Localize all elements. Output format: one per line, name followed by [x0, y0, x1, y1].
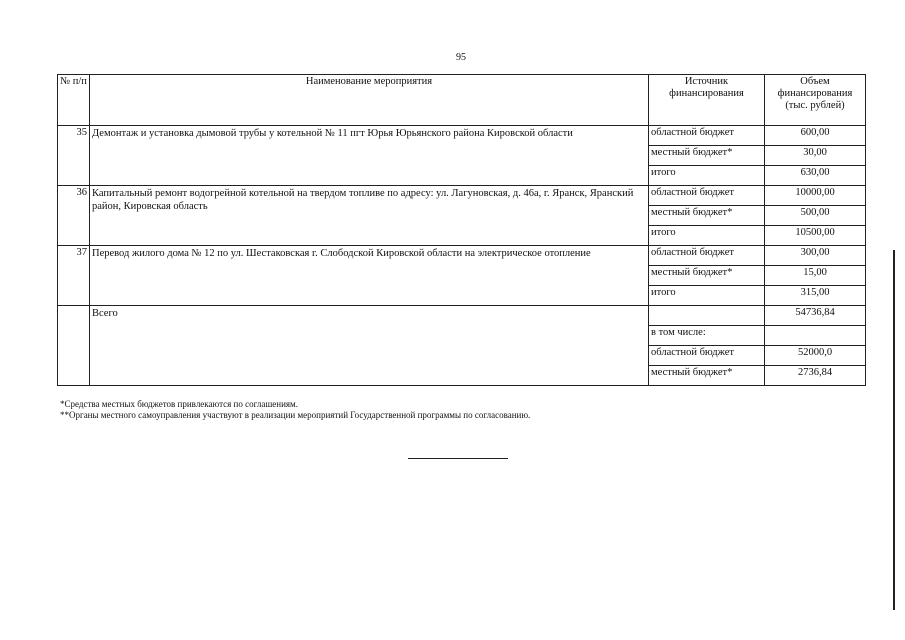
total-source: областной бюджет — [649, 346, 765, 366]
total-row — [58, 306, 866, 326]
total-source: местный бюджет* — [649, 366, 765, 386]
table-header-row — [58, 75, 866, 126]
total-value: 54736,84 — [765, 306, 866, 326]
row-name: Демонтаж и установка дымовой трубы у котельной № 11 пгт Юрья Юрьянского района Кировской области — [90, 126, 649, 186]
header-name: Наименование мероприятия — [90, 75, 649, 126]
row-value: 315,00 — [765, 286, 866, 306]
total-source-value: 52000,0 — [765, 346, 866, 366]
end-rule — [408, 458, 508, 459]
row-source: областной бюджет — [649, 246, 765, 266]
row-source: местный бюджет* — [649, 266, 765, 286]
total-source-empty — [649, 306, 765, 326]
row-value: 500,00 — [765, 206, 866, 226]
header-source: Источник финансирования — [649, 75, 765, 126]
row-source: итого — [649, 286, 765, 306]
row-number: 35 — [58, 126, 90, 186]
table-row — [58, 246, 866, 266]
funding-table — [57, 74, 866, 386]
row-value: 630,00 — [765, 166, 866, 186]
total-source-value: 2736,84 — [765, 366, 866, 386]
header-volume: Объем финансирования (тыс. рублей) — [765, 75, 866, 126]
header-num: № п/п — [58, 75, 90, 126]
total-num-cell — [58, 306, 90, 386]
page-number: 95 — [456, 52, 466, 63]
table-row — [58, 186, 866, 206]
row-name: Перевод жилого дома № 12 по ул. Шестаковская г. Слободской Кировской области на электрическое отопление — [90, 246, 649, 306]
total-label: Всего — [90, 306, 649, 386]
table-row — [58, 126, 866, 146]
row-source: итого — [649, 226, 765, 246]
row-value: 10000,00 — [765, 186, 866, 206]
row-source: местный бюджет* — [649, 146, 765, 166]
scan-edge-mark — [893, 250, 895, 610]
row-value: 30,00 — [765, 146, 866, 166]
row-number: 37 — [58, 246, 90, 306]
row-value: 600,00 — [765, 126, 866, 146]
total-including-label: в том числе: — [649, 326, 765, 346]
row-source: итого — [649, 166, 765, 186]
row-value: 10500,00 — [765, 226, 866, 246]
row-value: 15,00 — [765, 266, 866, 286]
row-source: местный бюджет* — [649, 206, 765, 226]
footnote: *Средства местных бюджетов привлекаются по соглашениям. — [60, 399, 298, 409]
row-number: 36 — [58, 186, 90, 246]
row-value: 300,00 — [765, 246, 866, 266]
total-including-empty — [765, 326, 866, 346]
row-source: областной бюджет — [649, 186, 765, 206]
footnote: **Органы местного самоуправления участвуют в реализации мероприятий Государственной программы по согласованию. — [60, 410, 531, 420]
row-source: областной бюджет — [649, 126, 765, 146]
row-name: Капитальный ремонт водогрейной котельной на твердом топливе по адресу: ул. Лагуновская, д. 46а, г. Яранск, Яранский район, Кировская область — [90, 186, 649, 246]
footnotes — [60, 399, 530, 421]
